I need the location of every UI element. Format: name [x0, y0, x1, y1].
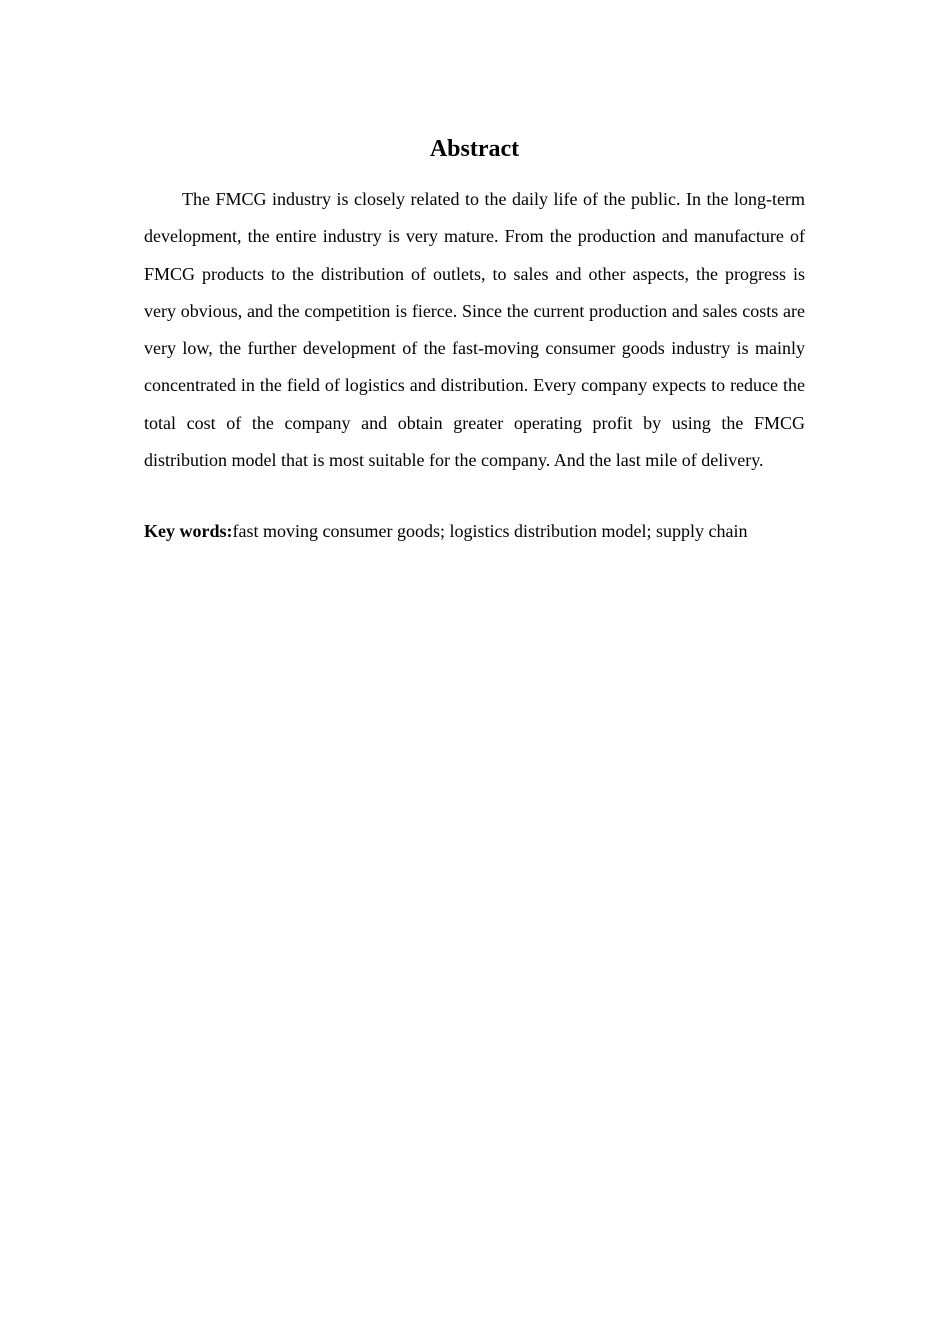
abstract-paragraph: The FMCG industry is closely related to the daily life of the public. In the long-term development, the entire industry is very mature. From the production and manufacture of FMCG products to the distribution of outlets, to sales and other aspects, the progress is very obvious, and the competition is fierce. Since the current production and sales costs are very low, the further development of the fast-moving consumer goods industry is mainly concentrated in the field of logistics and distribution. Every company expects to reduce the total cost of the company and obtain greater operating profit by using the FMCG distribution model that is most suitable for the company. And the last mile of delivery.: [144, 189, 805, 471]
abstract-section: [144, 131, 805, 551]
keywords-line: [144, 513, 805, 550]
keywords-value: fast moving consumer goods; logistics distribution model; supply chain: [232, 521, 748, 542]
page-title: Abstract: [429, 136, 520, 162]
keywords-label: Key words:: [144, 521, 233, 542]
